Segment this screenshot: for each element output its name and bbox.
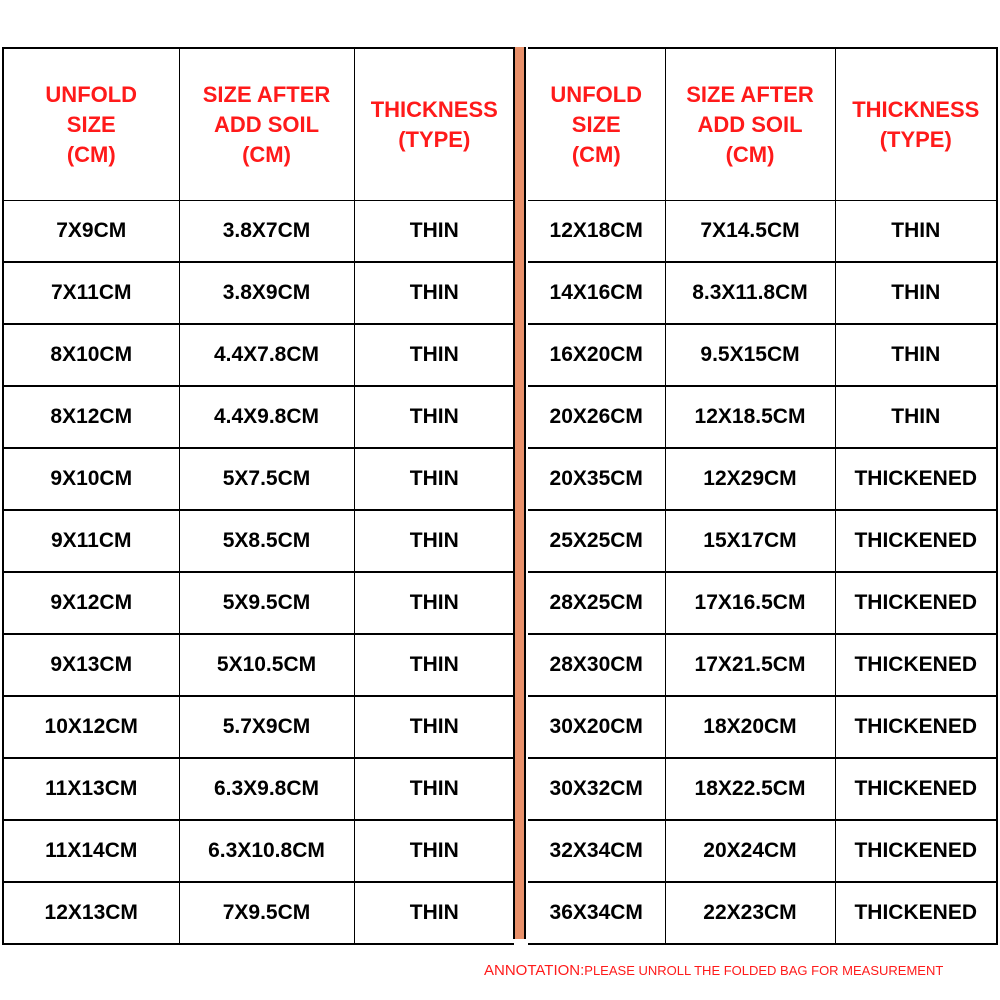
cell-unfold-size: 32X34CM <box>528 820 665 882</box>
table-row <box>528 758 997 820</box>
cell-unfold-size: 30X32CM <box>528 758 665 820</box>
table-body <box>3 201 514 945</box>
cell-unfold-size: 14X16CM <box>528 262 665 324</box>
table-row <box>3 201 514 263</box>
cell-thickness-type: THIN <box>354 572 514 634</box>
header-line: (CM) <box>571 141 621 167</box>
cell-thickness-type: THICKENED <box>835 448 997 510</box>
cell-unfold-size: 9X11CM <box>3 510 179 572</box>
column-header-size-after-soil <box>665 48 835 201</box>
header-row <box>3 48 514 201</box>
table-row <box>3 758 514 820</box>
table-row <box>3 386 514 448</box>
cell-thickness-type: THIN <box>354 324 514 386</box>
cell-size-after-soil: 6.3X9.8CM <box>179 758 354 820</box>
cell-thickness-type: THIN <box>354 510 514 572</box>
cell-size-after-soil: 5X10.5CM <box>179 634 354 696</box>
cell-thickness-type: THIN <box>354 696 514 758</box>
header-line: THICKNESS <box>852 96 980 122</box>
cell-unfold-size: 8X12CM <box>3 386 179 448</box>
cell-unfold-size: 9X10CM <box>3 448 179 510</box>
header-line: SIZE <box>571 111 621 137</box>
cell-thickness-type: THIN <box>835 324 997 386</box>
cell-size-after-soil: 18X20CM <box>665 696 835 758</box>
annotation-text: PLEASE UNROLL THE FOLDED BAG FOR MEASUREMENT <box>584 963 944 978</box>
table-row <box>3 696 514 758</box>
cell-size-after-soil: 15X17CM <box>665 510 835 572</box>
table-row <box>3 262 514 324</box>
table-row <box>528 572 997 634</box>
table-row <box>3 820 514 882</box>
cell-unfold-size: 11X13CM <box>3 758 179 820</box>
cell-size-after-soil: 7X14.5CM <box>665 201 835 263</box>
cell-unfold-size: 36X34CM <box>528 882 665 944</box>
table-row <box>528 510 997 572</box>
cell-thickness-type: THICKENED <box>835 572 997 634</box>
cell-thickness-type: THICKENED <box>835 634 997 696</box>
column-header-thickness-type <box>354 48 514 201</box>
cell-thickness-type: THIN <box>354 634 514 696</box>
header-line: THICKNESS <box>370 96 498 122</box>
header-line: (CM) <box>66 141 116 167</box>
header-row <box>528 48 997 201</box>
table-row <box>528 820 997 882</box>
header-line: UNFOLD <box>45 81 138 107</box>
cell-unfold-size: 10X12CM <box>3 696 179 758</box>
cell-unfold-size: 7X9CM <box>3 201 179 263</box>
cell-size-after-soil: 20X24CM <box>665 820 835 882</box>
cell-size-after-soil: 22X23CM <box>665 882 835 944</box>
cell-unfold-size: 11X14CM <box>3 820 179 882</box>
measurement-annotation <box>484 962 943 979</box>
size-table-right <box>528 47 998 945</box>
header-line: (CM) <box>725 141 775 167</box>
column-header-size-after-soil <box>179 48 354 201</box>
cell-size-after-soil: 5X9.5CM <box>179 572 354 634</box>
cell-unfold-size: 12X13CM <box>3 882 179 944</box>
cell-thickness-type: THICKENED <box>835 510 997 572</box>
cell-thickness-type: THICKENED <box>835 758 997 820</box>
header-line: ADD SOIL <box>697 111 803 137</box>
cell-thickness-type: THIN <box>354 201 514 263</box>
cell-size-after-soil: 12X29CM <box>665 448 835 510</box>
cell-unfold-size: 16X20CM <box>528 324 665 386</box>
cell-thickness-type: THIN <box>354 820 514 882</box>
cell-unfold-size: 7X11CM <box>3 262 179 324</box>
table-row <box>528 201 997 263</box>
cell-unfold-size: 20X26CM <box>528 386 665 448</box>
cell-unfold-size: 28X25CM <box>528 572 665 634</box>
cell-unfold-size: 25X25CM <box>528 510 665 572</box>
table-row <box>3 324 514 386</box>
cell-size-after-soil: 17X21.5CM <box>665 634 835 696</box>
column-header-thickness-type <box>835 48 997 201</box>
table-row <box>528 882 997 944</box>
panel-divider <box>513 47 526 939</box>
cell-unfold-size: 12X18CM <box>528 201 665 263</box>
header-line: SIZE AFTER <box>202 81 331 107</box>
header-line: SIZE AFTER <box>686 81 814 107</box>
table-row <box>3 510 514 572</box>
size-table-left <box>2 47 514 945</box>
annotation-prefix: ANNOTATION: <box>484 962 585 979</box>
cell-thickness-type: THIN <box>354 262 514 324</box>
cell-unfold-size: 30X20CM <box>528 696 665 758</box>
cell-thickness-type: THIN <box>835 386 997 448</box>
cell-thickness-type: THICKENED <box>835 696 997 758</box>
cell-thickness-type: THIN <box>354 448 514 510</box>
cell-thickness-type: THIN <box>835 201 997 263</box>
cell-size-after-soil: 17X16.5CM <box>665 572 835 634</box>
cell-size-after-soil: 12X18.5CM <box>665 386 835 448</box>
cell-size-after-soil: 4.4X9.8CM <box>179 386 354 448</box>
cell-unfold-size: 9X13CM <box>3 634 179 696</box>
cell-thickness-type: THIN <box>354 386 514 448</box>
cell-size-after-soil: 6.3X10.8CM <box>179 820 354 882</box>
table-row <box>528 448 997 510</box>
cell-unfold-size: 20X35CM <box>528 448 665 510</box>
cell-size-after-soil: 5X7.5CM <box>179 448 354 510</box>
table-row <box>3 572 514 634</box>
table-row <box>528 324 997 386</box>
header-line: (CM) <box>242 141 291 167</box>
cell-size-after-soil: 9.5X15CM <box>665 324 835 386</box>
header-line: (TYPE) <box>879 126 952 152</box>
header-line: (TYPE) <box>398 126 471 152</box>
table-row <box>528 262 997 324</box>
cell-thickness-type: THICKENED <box>835 882 997 944</box>
table-row <box>3 882 514 944</box>
header-line: SIZE <box>66 111 116 137</box>
column-header-unfold-size <box>3 48 179 201</box>
table-row <box>3 634 514 696</box>
cell-thickness-type: THIN <box>835 262 997 324</box>
table-row <box>528 386 997 448</box>
cell-thickness-type: THICKENED <box>835 820 997 882</box>
cell-size-after-soil: 3.8X9CM <box>179 262 354 324</box>
header-line: ADD SOIL <box>213 111 320 137</box>
cell-thickness-type: THIN <box>354 882 514 944</box>
cell-thickness-type: THIN <box>354 758 514 820</box>
cell-size-after-soil: 5.7X9CM <box>179 696 354 758</box>
header-line: UNFOLD <box>550 81 643 107</box>
table-row <box>528 634 997 696</box>
cell-unfold-size: 8X10CM <box>3 324 179 386</box>
cell-size-after-soil: 5X8.5CM <box>179 510 354 572</box>
cell-size-after-soil: 3.8X7CM <box>179 201 354 263</box>
cell-unfold-size: 9X12CM <box>3 572 179 634</box>
cell-unfold-size: 28X30CM <box>528 634 665 696</box>
cell-size-after-soil: 8.3X11.8CM <box>665 262 835 324</box>
cell-size-after-soil: 4.4X7.8CM <box>179 324 354 386</box>
table-body <box>528 201 997 945</box>
column-header-unfold-size <box>528 48 665 201</box>
table-row <box>528 696 997 758</box>
cell-size-after-soil: 18X22.5CM <box>665 758 835 820</box>
table-row <box>3 448 514 510</box>
cell-size-after-soil: 7X9.5CM <box>179 882 354 944</box>
